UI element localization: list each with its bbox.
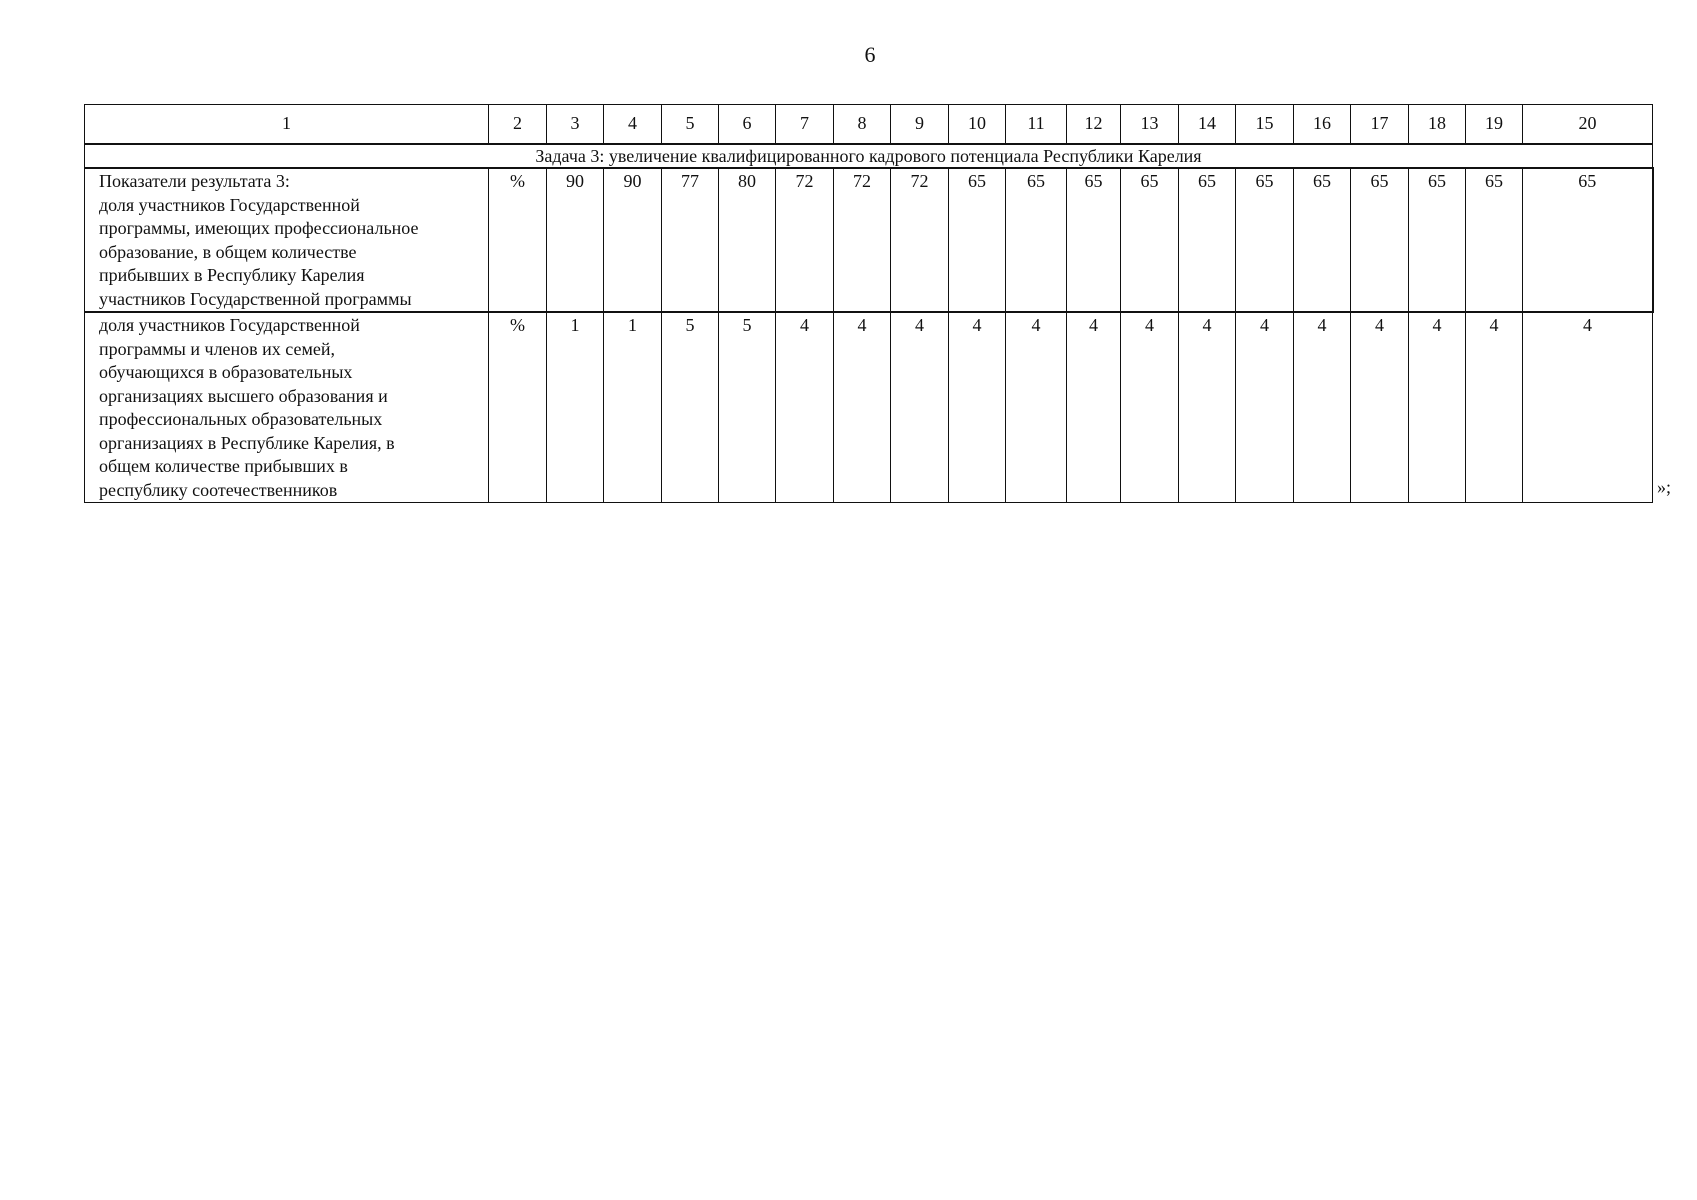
value-cell: 4 [1351, 312, 1409, 503]
value-cell: 65 [1351, 168, 1409, 312]
description-line: прибывших в Республику Карелия [99, 265, 365, 285]
value-cell: 80 [719, 168, 776, 312]
column-header: 5 [662, 105, 719, 145]
column-header: 1 [85, 105, 489, 145]
value-cell: 65 [1466, 168, 1523, 312]
column-header: 13 [1121, 105, 1179, 145]
description-line: программы, имеющих профессиональное [99, 218, 419, 238]
description-line: общем количестве прибывших в [99, 456, 348, 476]
value-cell: 4 [1006, 312, 1067, 503]
column-header: 4 [604, 105, 662, 145]
value-cell: 4 [776, 312, 834, 503]
column-header: 7 [776, 105, 834, 145]
column-header: 14 [1179, 105, 1236, 145]
column-header: 6 [719, 105, 776, 145]
description-line: доля участников Государственной [99, 315, 360, 335]
description-line: Показатели результата 3: [99, 171, 290, 191]
indicator-description [85, 168, 489, 312]
column-header: 20 [1523, 105, 1653, 145]
value-cell: 90 [604, 168, 662, 312]
value-cell: 65 [1523, 168, 1653, 312]
value-cell: 65 [1179, 168, 1236, 312]
description-line: образование, в общем количестве [99, 241, 357, 262]
unit-cell: % [489, 168, 547, 312]
value-cell: 65 [1409, 168, 1466, 312]
value-cell: 4 [891, 312, 949, 503]
column-header: 3 [547, 105, 604, 145]
value-cell: 72 [891, 168, 949, 312]
unit-cell: % [489, 312, 547, 503]
column-header: 17 [1351, 105, 1409, 145]
value-cell: 4 [1179, 312, 1236, 503]
value-cell: 77 [662, 168, 719, 312]
column-header: 8 [834, 105, 891, 145]
value-cell: 4 [1236, 312, 1294, 503]
value-cell: 4 [834, 312, 891, 503]
value-cell: 72 [834, 168, 891, 312]
value-cell: 5 [662, 312, 719, 503]
column-header: 11 [1006, 105, 1067, 145]
table-row [85, 168, 1653, 312]
value-cell: 4 [949, 312, 1006, 503]
column-header: 9 [891, 105, 949, 145]
column-number-row [85, 105, 1653, 145]
description-line: республику соотечественников [99, 479, 338, 500]
task-row [85, 144, 1653, 168]
task-title: Задача 3: увеличение квалифицированного кадрового потенциала Республики Карелия [85, 144, 1653, 168]
value-cell: 4 [1067, 312, 1121, 503]
column-header: 19 [1466, 105, 1523, 145]
column-header: 2 [489, 105, 547, 145]
page-number: 6 [864, 42, 876, 67]
value-cell: 65 [949, 168, 1006, 312]
value-cell: 65 [1121, 168, 1179, 312]
value-cell: 65 [1236, 168, 1294, 312]
value-cell: 4 [1523, 312, 1653, 503]
indicator-description [85, 312, 489, 503]
description-line: обучающихся в образовательных [99, 362, 353, 382]
description-line: программы и членов их семей, [99, 338, 336, 359]
column-header: 18 [1409, 105, 1466, 145]
closing-quote-mark: »; [1657, 477, 1672, 497]
value-cell: 1 [547, 312, 604, 503]
description-line: организациях в Республике Карелия, в [99, 432, 395, 453]
value-cell: 72 [776, 168, 834, 312]
description-line: участников Государственной программы [99, 288, 412, 309]
value-cell: 1 [604, 312, 662, 503]
indicators-table [84, 104, 1654, 503]
value-cell: 65 [1067, 168, 1121, 312]
value-cell: 4 [1466, 312, 1523, 503]
value-cell: 5 [719, 312, 776, 503]
description-line: доля участников Государственной [99, 194, 360, 215]
column-header: 12 [1067, 105, 1121, 145]
column-header: 10 [949, 105, 1006, 145]
description-line: профессиональных образовательных [99, 409, 383, 429]
description-line: организациях высшего образования и [99, 385, 388, 406]
table-row [85, 312, 1653, 503]
value-cell: 4 [1409, 312, 1466, 503]
value-cell: 4 [1294, 312, 1351, 503]
value-cell: 90 [547, 168, 604, 312]
column-header: 16 [1294, 105, 1351, 145]
column-header: 15 [1236, 105, 1294, 145]
value-cell: 65 [1294, 168, 1351, 312]
value-cell: 65 [1006, 168, 1067, 312]
value-cell: 4 [1121, 312, 1179, 503]
